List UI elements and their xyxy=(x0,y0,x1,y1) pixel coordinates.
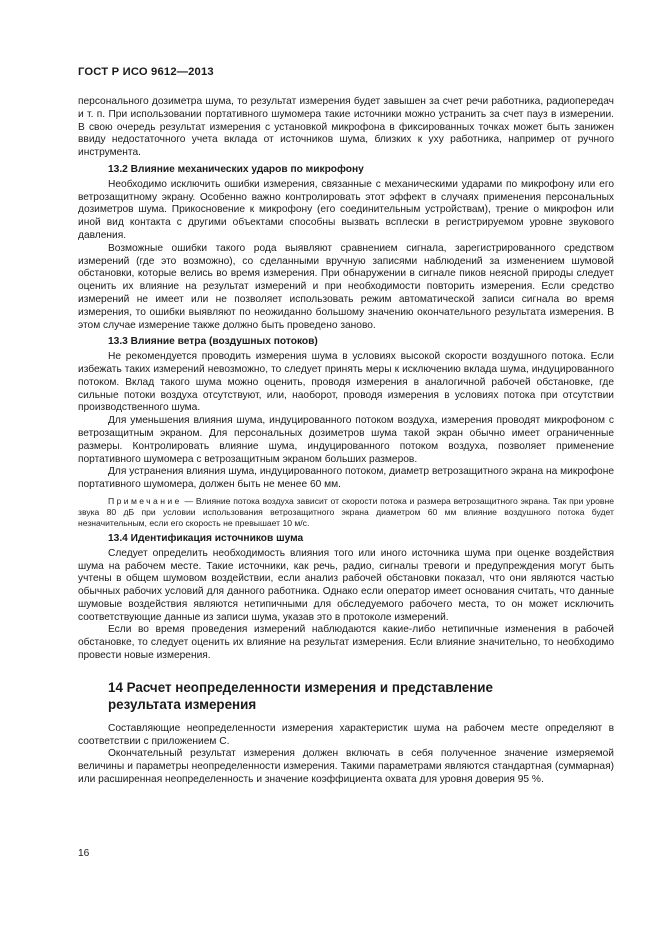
paragraph: Для устранения влияния шума, индуцированного потоком, диаметр ветрозащитного экрана на микрофоне портативного шумомера, должен быть не менее 60 мм. xyxy=(78,466,614,491)
note-text: — Влияние потока воздуха зависит от скорости потока и размера ветрозащитного экрана. Так при уровне звука 80 дБ при условии использования ветрозащитного экрана диаметром 60 мм влияние воздушного потока будет незначительным, если его скорость не превышает 10 м/с. xyxy=(78,495,614,528)
document-body xyxy=(78,96,614,787)
paragraph: Необходимо исключить ошибки измерения, связанные с механическими ударами по микрофону или его ветрозащитному экрану. Особенно важно контролировать этот эффект в случаях применения персональных дозиметров шума. Прикосновение к микрофону (его соединительным устройствам), трение о микрофон или иной вид контакта с другими объектами способны вызвать всплески в регистрируемом уровне звукового давления. xyxy=(78,178,614,241)
paragraph: Составляющие неопределенности измерения характеристик шума на рабочем месте определяют в соответствии с приложением С. xyxy=(78,722,614,747)
note-label: Примечание xyxy=(108,495,182,506)
paragraph: Возможные ошибки такого рода выявляют сравнением сигнала, зарегистрированного средством измерений (где это возможно), со сделанными вручную записями наблюдений за изменением шумовой обстановки, которые велись во время измерения. При обнаружении в сигнале пиков неясной природы следует оценить их влияние на результат измерений и при необходимости повторить измерения. Если средство измерений не имеет или не позволяет использовать режим автоматической записи сигнала во время измерения, то ошибки выявляют по неожиданно большому значению окончательного результата измерения. В этом случае измерение также должно быть проведено заново. xyxy=(78,242,614,331)
paragraph: Окончательный результат измерения должен включать в себя полученное значение измеряемой величины и параметры неопределенности измерения. Такими параметрами являются стандартная (суммарная) или расширенная неопределенность и значение коэффициента охвата для уровня доверия 95 %. xyxy=(78,748,614,786)
paragraph: Следует определить необходимость влияния того или иного источника шума при оценке воздействия шума на рабочем месте. Такие источники, как речь, радио, сигналы тревоги и предупреждения могут быть учтены в общем шумовом воздействии, если анализ рабочей обстановки показал, что они являются частью обычных рабочих условий для данного работника. Однако если оператор имеет основания считать, что данные шумовые воздействия являются нетипичными для обследуемого рабочего места, то он может исключить соответствующие данные из записи шума, указав это в протоколе измерений. xyxy=(78,547,614,623)
paragraph: Для уменьшения влияния шума, индуцированного потоком воздуха, измерения проводят микрофоном с ветрозащитным экраном. Для персональных дозиметров шума такой экран обычно имеет ограниченные размеры. Контролировать влияние шума, индуцированного потоком воздуха, позволяет применение портативного шумомера с ветрозащитным экраном больших размеров. xyxy=(78,415,614,465)
section-13-3-title: 13.3 Влияние ветра (воздушных потоков) xyxy=(108,336,318,348)
section-14-title xyxy=(78,679,614,713)
paragraph-continuation: персонального дозиметра шума, то результат измерения будет завышен за счет речи работника, радиопередач и т. п. При использовании портативного шумомера такие источники можно устранить за счет пауз в измерении. В свою очередь результат измерения с установкой микрофона в фиксированных точках может быть занижен ввиду недостаточного учета вклада от источников шума, близких к уху работника, например от ручного инструмента. xyxy=(78,96,614,159)
paragraph: Не рекомендуется проводить измерения шума в условиях высокой скорости воздушного потока. Если избежать таких измерений невозможно, то следует принять меры к исключению вклада шума, индуцированного потоком. Вклад такого шума можно оценить, проводя измерения в аналогичной рабочей обстановке, где сильные потоки воздуха отсутствуют, или, наоборот, проводя измерения в условиях потока при отсутствии производственного шума. xyxy=(78,351,614,414)
page-number: 16 xyxy=(78,848,90,859)
paragraph: Если во время проведения измерений наблюдаются какие-либо нетипичные изменения в рабочей обстановке, то следует оценить их влияние на результат измерения. Если влияние значительно, то необходимо провести новые измерения. xyxy=(78,624,614,662)
section-13-2-title: 13.2 Влияние механических ударов по микрофону xyxy=(108,163,364,175)
section-14-title-line1: 14 Расчет неопределенности измерения и представление xyxy=(108,679,493,695)
section-14-title-line2: результата измерения xyxy=(108,696,257,712)
note xyxy=(78,496,614,529)
document-header: ГОСТ Р ИСО 9612—2013 xyxy=(78,66,214,78)
section-13-4-title: 13.4 Идентификация источников шума xyxy=(108,532,304,544)
